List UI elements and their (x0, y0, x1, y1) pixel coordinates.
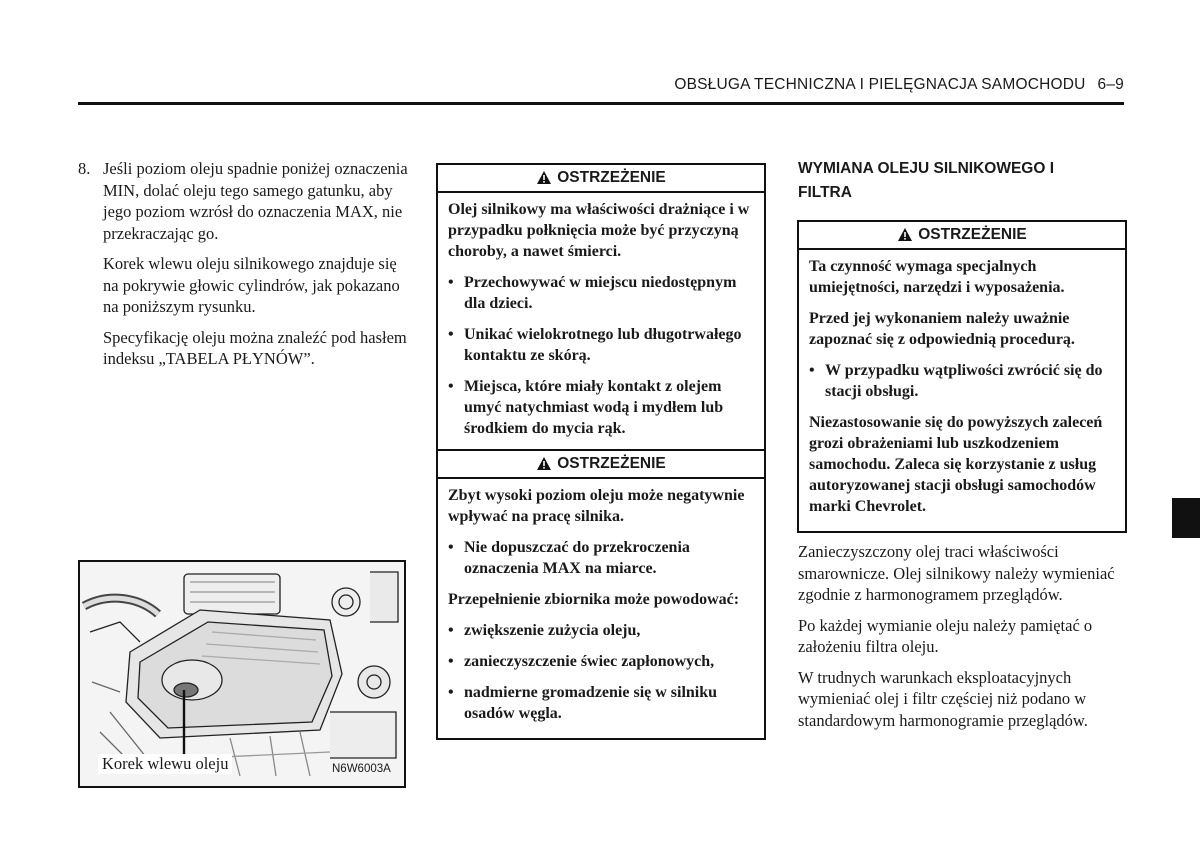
warning-header (438, 165, 764, 193)
warning-triangle-icon (536, 456, 552, 471)
bullet-text: Miejsca, które miały kontakt z olejem umyć natychmiast wodą i mydłem lub środkiem do mycia rąk. (464, 378, 724, 437)
right-column (798, 541, 1128, 740)
warning-text: Zbyt wysoki poziom oleju może negatywnie wpływać na pracę silnika. (448, 487, 745, 525)
warning-body (799, 250, 1125, 531)
bullet-text: Nie dopuszczać do przekroczenia oznaczenia MAX na miarce. (464, 539, 690, 577)
section-title: WYMIANA OLEJU SILNIKOWEGO I FILTRA (798, 160, 1055, 201)
paragraph: Po każdej wymianie oleju należy pamiętać o założeniu filtra oleju. (798, 615, 1093, 656)
warning-header (799, 222, 1125, 250)
warning-text: Ta czynność wymaga specjalnych umiejętności, narzędzi i wyposażenia. (809, 258, 1065, 296)
step-number: 8. (78, 159, 91, 178)
bullet-text: Przechowywać w miejscu niedostępnym dla dzieci. (464, 274, 737, 312)
bullet-text: Unikać wielokrotnego lub długotrwałego kontaktu ze skórą. (464, 326, 742, 364)
bullet-item: • W przypadku wątpliwości zwrócić się do stacji obsługi. (809, 360, 1115, 402)
warning-body (438, 479, 764, 738)
engine-figure (78, 560, 406, 788)
bullet-text: zanieczyszczenie świec zapłonowych, (464, 653, 715, 670)
warning-title: OSTRZEŻENIE (918, 226, 1027, 243)
header-rule (78, 102, 1124, 105)
bullet-item: • zanieczyszczenie świec zapłonowych, (448, 653, 715, 670)
warning-title: OSTRZEŻENIE (557, 455, 666, 472)
page-number: 6–9 (1097, 76, 1124, 93)
engine-illustration (80, 562, 404, 786)
bullet-text: W przypadku wątpliwości zwrócić się do stacji obsługi. (825, 362, 1103, 400)
warning-triangle-icon (536, 170, 552, 185)
chapter-tab-marker (1172, 498, 1200, 538)
warning-text: Przed jej wykonaniem należy uważnie zapoznać się z odpowiednią procedurą. (809, 310, 1075, 348)
bullet-text: nadmierne gromadzenie się w silniku osadów węgla. (464, 684, 718, 722)
bullet-item: • Przechowywać w miejscu niedostępnym dla dzieci. (448, 272, 754, 314)
warning-triangle-icon (897, 227, 913, 242)
bullet-item: • zwiększenie zużycia oleju, (448, 622, 641, 639)
left-column (78, 158, 408, 379)
warning-box-overfill (436, 449, 766, 740)
warning-box-service (797, 220, 1127, 533)
warning-text: Olej silnikowy ma właściwości drażniące i w przypadku połknięcia może być przyczyną choroby, a nawet śmierci. (448, 201, 750, 260)
warning-box-toxic (436, 163, 766, 455)
paragraph: Korek wlewu oleju silnikowego znajduje się na pokrywie głowic cylindrów, jak pokazano na poniższym rysunku. (103, 254, 400, 316)
step-text: Jeśli poziom oleju spadnie poniżej oznaczenia MIN, dolać oleju tego samego gatunku, aby jego poziom wzrósł do oznaczenia MAX, nie przekraczając go. (103, 159, 408, 243)
header-title: OBSŁUGA TECHNICZNA I PIELĘGNACJA SAMOCHODU (674, 76, 1086, 93)
warning-title: OSTRZEŻENIE (557, 169, 666, 186)
bullet-item: • Miejsca, które miały kontakt z olejem umyć natychmiast wodą i mydłem lub środkiem do mycia rąk. (448, 376, 754, 439)
warning-text: Niezastosowanie się do powyższych zaleceń grozi obrażeniami lub uszkodzeniem samochodu. Zaleca się korzystanie z usług autoryzowanej stacji obsługi samochodów marki Chevrolet. (809, 414, 1103, 515)
paragraph: Specyfikację oleju można znaleźć pod hasłem indeksu „TABELA PŁYNÓW”. (103, 327, 407, 368)
warning-text: Przepełnienie zbiornika może powodować: (448, 591, 740, 608)
paragraph: W trudnych warunkach eksploatacyjnych wymieniać olej i filtr częściej niż podano w standardowym harmonogramie przeglądów. (798, 667, 1088, 730)
bullet-text: zwiększenie zużycia oleju, (464, 622, 641, 639)
bullet-item: • Unikać wielokrotnego lub długotrwałego kontaktu ze skórą. (448, 324, 754, 366)
step-item (78, 158, 408, 244)
warning-body (438, 193, 764, 453)
page-header (78, 76, 1124, 94)
bullet-item: • Nie dopuszczać do przekroczenia oznaczenia MAX na miarce. (448, 537, 754, 579)
bullet-item: • nadmierne gromadzenie się w silniku osadów węgla. (448, 682, 754, 724)
paragraph: Zanieczyszczony olej traci właściwości smarownicze. Olej silnikowy należy wymieniać zgodnie z harmonogramem przeglądów. (798, 542, 1115, 604)
figure-caption: Korek wlewu oleju (98, 754, 232, 774)
figure-code: N6W6003A (332, 763, 391, 775)
warning-header (438, 451, 764, 479)
